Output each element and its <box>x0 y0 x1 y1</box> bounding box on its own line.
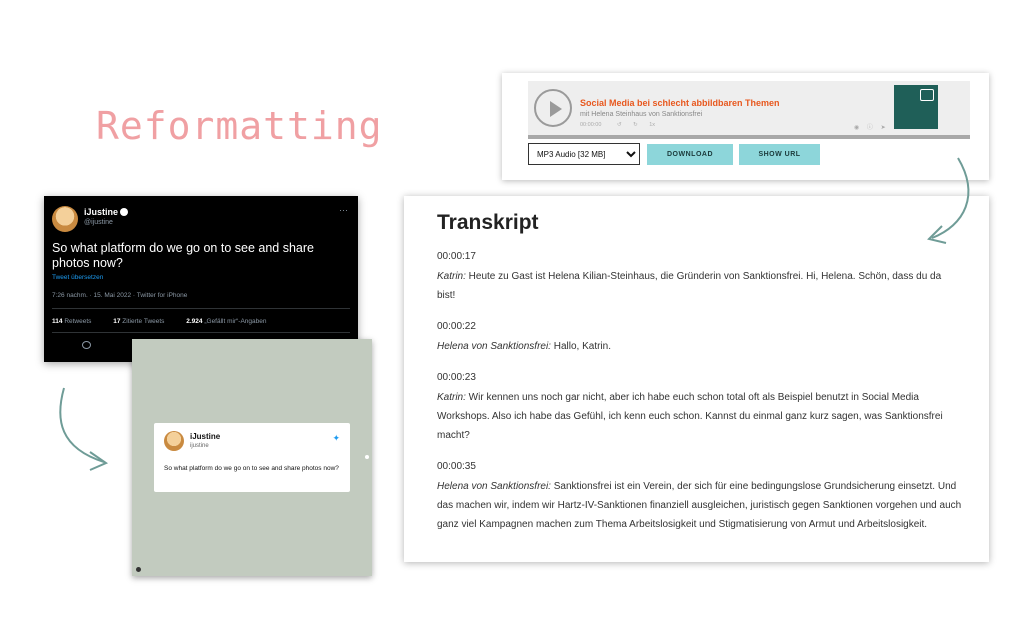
entry-timestamp[interactable]: 00:00:22 <box>437 321 476 332</box>
verified-icon <box>120 208 128 216</box>
divider <box>52 308 350 309</box>
transcript-entry <box>437 371 962 445</box>
transcript-panel <box>404 196 989 562</box>
reply-icon[interactable] <box>82 341 91 349</box>
play-icon[interactable] <box>534 89 572 127</box>
transcript-title: Transkript <box>437 211 539 234</box>
player-extra-controls <box>854 122 886 131</box>
likes-stat[interactable]: 2.924 „Gefällt mir“-Angaben <box>186 318 267 325</box>
entry-timestamp[interactable]: 00:00:23 <box>437 372 476 383</box>
embed-tweet-text: So what platform do we go on to see and share photos now? <box>164 465 339 472</box>
slide-heading: Reformatting <box>96 104 383 148</box>
share-icon[interactable]: ➤ <box>880 125 886 131</box>
entry-timestamp[interactable]: 00:00:35 <box>437 461 476 472</box>
player-controls <box>580 122 655 128</box>
forward-icon[interactable]: ↻ <box>633 122 638 128</box>
tweet-dark-screenshot <box>44 196 358 362</box>
tweet-author-handle: @ijustine <box>84 219 113 226</box>
transcript-entries <box>437 250 962 549</box>
embedded-tweet-card[interactable] <box>154 423 350 492</box>
transcript-entry <box>437 320 962 356</box>
quotes-stat[interactable]: 17 Zitierte Tweets <box>113 318 165 325</box>
speed-control[interactable]: 1x <box>649 122 656 128</box>
player-body <box>528 81 970 139</box>
entry-text: Katrin: Wir kennen uns noch gar nicht, aber ich habe euch schon total oft als Beispiel benutzt in Social Media Workshops. Also ich habe das Gefühl, ich kenn euch schon. Kannst du einmal ganz kurz sagen, was Sanktionsfrei macht? <box>437 392 943 441</box>
translate-tweet-link[interactable]: Tweet übersetzen <box>52 274 104 281</box>
time-readout: 00:00:00 <box>580 122 602 128</box>
avatar <box>164 431 184 451</box>
entry-text: Helena von Sanktionsfrei: Sanktionsfrei ist ein Verein, der sich für eine bedingungslose Grundsicherung einsetzt. Und das machen wir, indem wir Hartz-IV-Sanktionen finanziell ausgleichen, juristisch gegen Sanktionen vorgehen und auch ganz viel Kampagnen machen zum Thema Arbeitslosigkeit und Stigmatisierung von Armut und Arbeitslosigkeit. <box>437 481 962 530</box>
embed-preview-panel <box>132 339 372 576</box>
visibility-icon[interactable]: ◉ <box>854 125 860 131</box>
download-button[interactable]: DOWNLOAD <box>647 144 733 165</box>
entry-speaker: Katrin: <box>437 392 466 403</box>
handle-dot[interactable] <box>365 455 369 459</box>
tweet-author-name: iJustine <box>84 207 128 217</box>
arrow-head <box>90 452 106 470</box>
twitter-bird-icon: ✦ <box>332 433 340 443</box>
divider <box>52 332 350 333</box>
arrow-tweet-to-embed <box>60 388 104 462</box>
episode-subtitle: mit Helena Steinhaus von Sanktionsfrei <box>580 111 703 118</box>
embed-author-handle: ijustine <box>190 443 209 449</box>
entry-text: Helena von Sanktionsfrei: Hallo, Katrin. <box>437 341 611 352</box>
embed-author-name: iJustine <box>190 432 221 441</box>
episode-title: Social Media bei schlecht abbildbaren Themen <box>580 98 780 108</box>
entry-text: Katrin: Heute zu Gast ist Helena Kilian-Steinhaus, die Gründerin von Sanktionsfrei. Hi, Helena. Schön, dass du da bist! <box>437 271 942 301</box>
podcast-player <box>502 73 989 180</box>
info-icon[interactable]: ⓘ <box>866 125 873 131</box>
more-options-icon[interactable]: ··· <box>339 205 348 215</box>
transcript-entry <box>437 460 962 534</box>
entry-speaker: Helena von Sanktionsfrei: <box>437 341 551 352</box>
avatar <box>52 206 78 232</box>
episode-cover-image <box>894 85 938 129</box>
retweets-stat[interactable]: 114 Retweets <box>52 318 92 325</box>
format-select[interactable] <box>528 143 640 165</box>
tweet-stats <box>52 318 286 325</box>
transcript-entry <box>437 250 962 305</box>
tweet-text: So what platform do we go on to see and share photos now? <box>52 241 314 270</box>
tweet-meta: 7:26 nachm. · 15. Mai 2022 · Twitter for iPhone <box>52 292 188 299</box>
rewind-icon[interactable]: ↺ <box>616 122 622 128</box>
show-url-button[interactable]: SHOW URL <box>739 144 820 165</box>
entry-speaker: Helena von Sanktionsfrei: <box>437 481 551 492</box>
entry-speaker: Katrin: <box>437 271 466 282</box>
entry-timestamp[interactable]: 00:00:17 <box>437 251 476 262</box>
settings-dot-icon[interactable] <box>136 567 141 572</box>
